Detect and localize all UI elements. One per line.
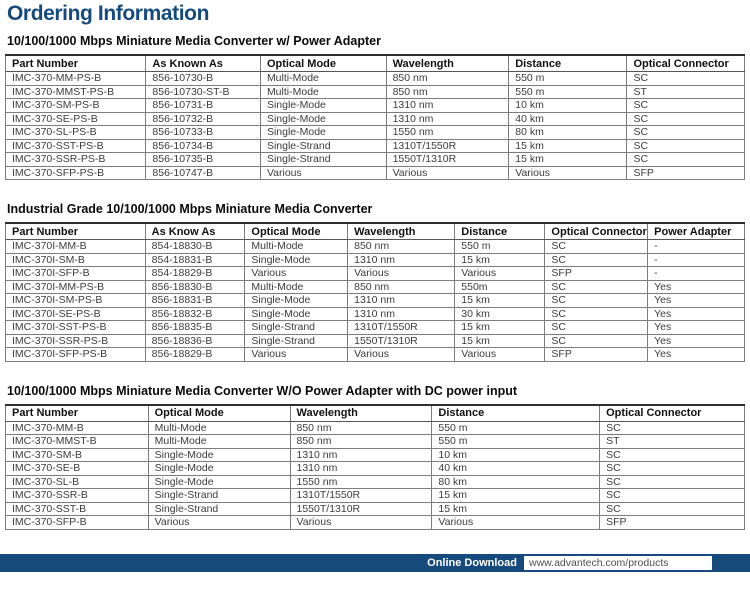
table-cell: Various xyxy=(386,166,509,180)
table-cell: 856-10735-B xyxy=(146,153,261,167)
table-cell: SC xyxy=(627,72,745,86)
table-cell: Single-Strand xyxy=(260,139,386,153)
column-header: Optical Mode xyxy=(148,405,290,422)
column-header: Wavelength xyxy=(348,223,455,240)
table-row xyxy=(6,321,745,335)
table-cell: 15 km xyxy=(455,253,545,267)
table-cell: 1550T/1310R xyxy=(290,502,432,516)
table-cell: Single-Mode xyxy=(245,294,348,308)
table-cell: 15 km xyxy=(455,334,545,348)
table-cell: 856-18832-B xyxy=(145,307,245,321)
table-cell: SC xyxy=(627,139,745,153)
table-cell: Various xyxy=(432,516,600,530)
table-cell: Single-Mode xyxy=(148,462,290,476)
table-cell: 854-18831-B xyxy=(145,253,245,267)
table-cell: Yes xyxy=(648,348,745,362)
table-cell: 550 m xyxy=(509,85,627,99)
table-cell: SC xyxy=(600,475,745,489)
table-cell: Various xyxy=(290,516,432,530)
table-cell: Yes xyxy=(648,280,745,294)
column-header: Distance xyxy=(432,405,600,422)
table-cell: 15 km xyxy=(455,294,545,308)
table-cell: Single-Mode xyxy=(260,112,386,126)
table-cell: 856-10733-B xyxy=(146,126,261,140)
table-row xyxy=(6,348,745,362)
table-cell: 1310 nm xyxy=(290,448,432,462)
table-cell: Yes xyxy=(648,307,745,321)
table-cell: 856-18836-B xyxy=(145,334,245,348)
column-header: Power Adapter xyxy=(648,223,745,240)
table-cell: SC xyxy=(545,334,648,348)
table-cell: IMC-370-SM-B xyxy=(6,448,149,462)
table-row xyxy=(6,462,745,476)
table-cell: 550 m xyxy=(432,435,600,449)
table-cell: SC xyxy=(545,280,648,294)
table-cell: IMC-370I-MM-B xyxy=(6,240,146,254)
table-row xyxy=(6,267,745,281)
table-cell: 10 km xyxy=(509,99,627,113)
table-cell: IMC-370I-SM-B xyxy=(6,253,146,267)
column-header: Optical Mode xyxy=(245,223,348,240)
table-cell: 850 nm xyxy=(386,72,509,86)
table-row xyxy=(6,72,745,86)
table-row xyxy=(6,112,745,126)
footer-bar xyxy=(0,554,750,572)
table-cell: SC xyxy=(627,126,745,140)
table-cell: 10 km xyxy=(432,448,600,462)
table-cell: 40 km xyxy=(432,462,600,476)
column-header: Optical Connector xyxy=(545,223,648,240)
table-cell: Single-Strand xyxy=(148,489,290,503)
table-cell: IMC-370I-SFP-PS-B xyxy=(6,348,146,362)
table-cell: 1310 nm xyxy=(290,462,432,476)
table-row xyxy=(6,153,745,167)
table-cell: Multi-Mode xyxy=(148,435,290,449)
table-cell: IMC-370-SL-PS-B xyxy=(6,126,146,140)
table-cell: IMC-370-MMST-PS-B xyxy=(6,85,146,99)
table-cell: SC xyxy=(600,502,745,516)
table-cell: 856-10734-B xyxy=(146,139,261,153)
table-cell: IMC-370-SSR-B xyxy=(6,489,149,503)
online-download-label: Online Download xyxy=(427,557,517,569)
table-cell: IMC-370I-SM-PS-B xyxy=(6,294,146,308)
table-cell: Various xyxy=(455,348,545,362)
table-cell: 1550 nm xyxy=(290,475,432,489)
column-header: As Know As xyxy=(145,223,245,240)
table-cell: IMC-370I-SFP-B xyxy=(6,267,146,281)
table-cell: 1310 nm xyxy=(386,99,509,113)
download-url[interactable]: www.advantech.com/products xyxy=(524,556,712,570)
table-cell: Various xyxy=(260,166,386,180)
table-cell: 15 km xyxy=(509,153,627,167)
header-row xyxy=(6,405,745,422)
table-cell: 856-18830-B xyxy=(145,280,245,294)
section-title-1: 10/100/1000 Mbps Miniature Media Converter w/ Power Adapter xyxy=(7,34,381,48)
table-cell: 80 km xyxy=(509,126,627,140)
table-cell: SC xyxy=(600,489,745,503)
table-cell: IMC-370-SST-B xyxy=(6,502,149,516)
table-cell: 80 km xyxy=(432,475,600,489)
header-row xyxy=(6,55,745,72)
table-cell: SC xyxy=(545,321,648,335)
table-cell: 40 km xyxy=(509,112,627,126)
table-row xyxy=(6,294,745,308)
table-cell: 1310 nm xyxy=(386,112,509,126)
table-cell: SFP xyxy=(545,348,648,362)
table-cell: Single-Mode xyxy=(260,99,386,113)
table-cell: Various xyxy=(245,267,348,281)
table-row xyxy=(6,253,745,267)
table-row xyxy=(6,126,745,140)
table-cell: SC xyxy=(627,112,745,126)
table-cell: Various xyxy=(509,166,627,180)
table-cell: SC xyxy=(627,99,745,113)
table-cell: 1310T/1550R xyxy=(348,321,455,335)
table-row xyxy=(6,448,745,462)
table-cell: SC xyxy=(600,421,745,435)
table-cell: 1310 nm xyxy=(348,307,455,321)
table-cell: 15 km xyxy=(432,502,600,516)
column-header: As Known As xyxy=(146,55,261,72)
table-row xyxy=(6,240,745,254)
table-cell: Single-Strand xyxy=(245,321,348,335)
table-cell: Single-Mode xyxy=(148,448,290,462)
table-cell: IMC-370-MM-PS-B xyxy=(6,72,146,86)
table-cell: SFP xyxy=(627,166,745,180)
table-cell: Multi-Mode xyxy=(260,72,386,86)
table-cell: 30 km xyxy=(455,307,545,321)
table-cell: Yes xyxy=(648,334,745,348)
table-cell: Various xyxy=(455,267,545,281)
table-cell: IMC-370I-SST-PS-B xyxy=(6,321,146,335)
table-cell: 550 m xyxy=(432,421,600,435)
table-cell: 550 m xyxy=(509,72,627,86)
table-cell: 1310T/1550R xyxy=(386,139,509,153)
table-cell: - xyxy=(648,240,745,254)
table-cell: SC xyxy=(545,294,648,308)
table-cell: - xyxy=(648,267,745,281)
table-row xyxy=(6,307,745,321)
table-cell: 856-10732-B xyxy=(146,112,261,126)
table-cell: 850 nm xyxy=(348,280,455,294)
table-cell: 15 km xyxy=(455,321,545,335)
table-cell: Single-Strand xyxy=(148,502,290,516)
table-cell: Single-Strand xyxy=(245,334,348,348)
table-row xyxy=(6,139,745,153)
table-cell: Single-Mode xyxy=(245,253,348,267)
table-cell: Single-Mode xyxy=(148,475,290,489)
section-title-2: Industrial Grade 10/100/1000 Mbps Miniature Media Converter xyxy=(7,202,373,216)
table-row xyxy=(6,334,745,348)
page-title: Ordering Information xyxy=(7,2,210,25)
table-cell: 856-18829-B xyxy=(145,348,245,362)
table-cell: SFP xyxy=(545,267,648,281)
table-cell: IMC-370-SSR-PS-B xyxy=(6,153,146,167)
column-header: Optical Mode xyxy=(260,55,386,72)
table-cell: 850 nm xyxy=(348,240,455,254)
table-cell: IMC-370I-MM-PS-B xyxy=(6,280,146,294)
table-row xyxy=(6,435,745,449)
table-cell: 850 nm xyxy=(386,85,509,99)
table-cell: Various xyxy=(148,516,290,530)
table-cell: IMC-370-SM-PS-B xyxy=(6,99,146,113)
header-row xyxy=(6,223,745,240)
column-header: Wavelength xyxy=(386,55,509,72)
table-cell: IMC-370I-SSR-PS-B xyxy=(6,334,146,348)
table-cell: IMC-370-SL-B xyxy=(6,475,149,489)
table-row xyxy=(6,502,745,516)
section-title-3: 10/100/1000 Mbps Miniature Media Converter W/O Power Adapter with DC power input xyxy=(7,383,518,398)
table-cell: Single-Mode xyxy=(260,126,386,140)
ordering-table-wo-power-adapter xyxy=(5,404,745,530)
table-cell: IMC-370-MM-B xyxy=(6,421,149,435)
column-header: Wavelength xyxy=(290,405,432,422)
table-cell: 856-18831-B xyxy=(145,294,245,308)
table-cell: SC xyxy=(600,448,745,462)
ordering-table-power-adapter xyxy=(5,54,745,180)
table-cell: 856-10731-B xyxy=(146,99,261,113)
table-cell: Various xyxy=(245,348,348,362)
table-row xyxy=(6,475,745,489)
table-cell: 1550T/1310R xyxy=(348,334,455,348)
table-cell: 850 nm xyxy=(290,421,432,435)
column-header: Optical Connector xyxy=(600,405,745,422)
table-cell: 856-10730-B xyxy=(146,72,261,86)
table-row xyxy=(6,421,745,435)
table-cell: SC xyxy=(545,240,648,254)
table-cell: Yes xyxy=(648,321,745,335)
table-cell: 15 km xyxy=(432,489,600,503)
table-row xyxy=(6,489,745,503)
table-cell: IMC-370-SST-PS-B xyxy=(6,139,146,153)
table-row xyxy=(6,85,745,99)
table-row xyxy=(6,280,745,294)
table-cell: 1310 nm xyxy=(348,294,455,308)
column-header: Optical Connector xyxy=(627,55,745,72)
table-cell: IMC-370-SE-PS-B xyxy=(6,112,146,126)
column-header: Part Number xyxy=(6,55,146,72)
table-cell: IMC-370-SFP-PS-B xyxy=(6,166,146,180)
column-header: Part Number xyxy=(6,405,149,422)
table-cell: SC xyxy=(600,462,745,476)
table-cell: 856-10747-B xyxy=(146,166,261,180)
table-cell: ST xyxy=(627,85,745,99)
table-cell: SC xyxy=(627,153,745,167)
table-cell: 550 m xyxy=(455,240,545,254)
table-cell: Various xyxy=(348,267,455,281)
table-cell: 1550T/1310R xyxy=(386,153,509,167)
table-cell: Single-Mode xyxy=(245,307,348,321)
table-cell: Multi-Mode xyxy=(245,240,348,254)
table-cell: SC xyxy=(545,307,648,321)
table-cell: ST xyxy=(600,435,745,449)
table-cell: SFP xyxy=(600,516,745,530)
table-cell: 856-10730-ST-B xyxy=(146,85,261,99)
table-cell: 15 km xyxy=(509,139,627,153)
table-cell: 1310T/1550R xyxy=(290,489,432,503)
column-header: Distance xyxy=(455,223,545,240)
table-cell: SC xyxy=(545,253,648,267)
ordering-table-industrial-grade xyxy=(5,222,745,362)
column-header: Part Number xyxy=(6,223,146,240)
table-cell: 1550 nm xyxy=(386,126,509,140)
table-cell: IMC-370I-SE-PS-B xyxy=(6,307,146,321)
column-header: Distance xyxy=(509,55,627,72)
table-row xyxy=(6,99,745,113)
table-cell: 850 nm xyxy=(290,435,432,449)
table-row xyxy=(6,166,745,180)
table-cell: IMC-370-SE-B xyxy=(6,462,149,476)
table-cell: Multi-Mode xyxy=(260,85,386,99)
table-cell: Multi-Mode xyxy=(245,280,348,294)
table-cell: 854-18829-B xyxy=(145,267,245,281)
table-cell: Various xyxy=(348,348,455,362)
table-cell: Multi-Mode xyxy=(148,421,290,435)
table-cell: Yes xyxy=(648,294,745,308)
table-row xyxy=(6,516,745,530)
table-cell: 1310 nm xyxy=(348,253,455,267)
table-cell: - xyxy=(648,253,745,267)
table-cell: 550m xyxy=(455,280,545,294)
table-cell: IMC-370-MMST-B xyxy=(6,435,149,449)
table-cell: Single-Strand xyxy=(260,153,386,167)
table-cell: IMC-370-SFP-B xyxy=(6,516,149,530)
table-cell: 854-18830-B xyxy=(145,240,245,254)
table-cell: 856-18835-B xyxy=(145,321,245,335)
